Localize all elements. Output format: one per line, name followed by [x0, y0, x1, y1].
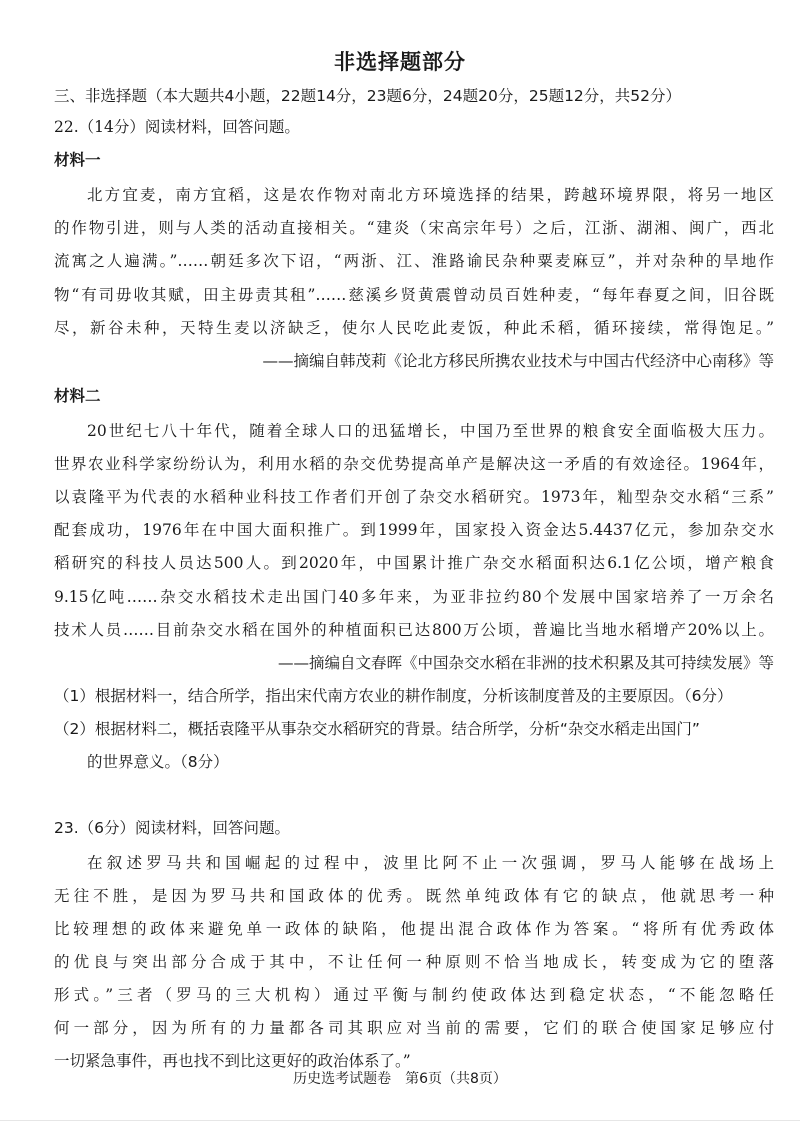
material-2-line: 9.15亿吨……杂交水稻技术走出国门40多年来，为亚非拉约80个发展中国家培养了一万余名 — [54, 588, 774, 606]
material-1-line: 尽，新谷未种，天特生麦以济缺乏，使尔人民吃此麦饭，种此禾稻，循环接续，常得饱足。” — [54, 319, 774, 337]
q23-line: 一切紧急事件，再也找不到比这更好的政治体系了。” — [54, 1052, 411, 1070]
material-2-line: 配套成功，1976年在中国大面积推广。到1999年，国家投入资金达5.4437亿元，参加杂交水 — [54, 521, 774, 539]
q22-subquestion-2-cont: 的世界意义。（8分） — [87, 753, 229, 771]
page-divider — [0, 1120, 800, 1121]
q22-subquestion-1: （1）根据材料一，结合所学，指出宋代南方农业的耕作制度，分析该制度普及的主要原因。（6分） — [54, 687, 733, 705]
q23-line: 在叙述罗马共和国崛起的过程中，波里比阿不止一次强调，罗马人能够在战场上 — [87, 854, 774, 872]
material-2-line: 以袁隆平为代表的水稻种业科技工作者们开创了杂交水稻研究。1973年，籼型杂交水稻“三系” — [54, 488, 774, 506]
material-2-line: 世界农业科学家纷纷认为，利用水稻的杂交优势提高单产是解决这一矛盾的有效途径。1964年， — [54, 455, 774, 473]
material-1-line: 北方宜麦，南方宜稻，这是农作物对南北方环境选择的结果，跨越环境界限，将另一地区 — [87, 186, 774, 204]
material-1-line: 的作物引进，则与人类的活动直接相关。“建炎（宋高宗年号）之后，江浙、湖湘、闽广，西北 — [54, 219, 774, 237]
q23-stem: 23.（6分）阅读材料，回答问题。 — [54, 819, 291, 837]
material-1-source: ——摘编自韩茂莉《论北方移民所携农业技术与中国古代经济中心南移》等 — [262, 352, 774, 370]
material-2-line: 技术人员……目前杂交水稻在国外的种植面积已达800万公顷，普遍比当地水稻增产20%以上。 — [54, 621, 774, 639]
section-title: 非选择题部分 — [334, 50, 466, 74]
q22-stem: 22.（14分）阅读材料，回答问题。 — [54, 118, 300, 136]
q23-line: 比较理想的政体来避免单一政体的缺陷，他提出混合政体作为答案。“将所有优秀政体 — [54, 920, 774, 938]
q22-subquestion-2: （2）根据材料二，概括袁隆平从事杂交水稻研究的背景。结合所学，分析“杂交水稻走出国门” — [54, 720, 700, 738]
page-footer: 历史选考试题卷 第6页（共8页） — [293, 1071, 507, 1087]
q23-line: 何一部分，因为所有的力量都各司其职应对当前的需要，它们的联合使国家足够应付 — [54, 1019, 774, 1037]
material-2-line: 稻研究的科技人员达500人。到2020年，中国累计推广杂交水稻面积达6.1亿公顷，增产粮食 — [54, 554, 774, 572]
section-header: 三、非选择题（本大题共4小题，22题14分，23题6分，24题20分，25题12分，共52分） — [54, 87, 682, 105]
material-1-line: 物“有司毋收其赋，田主毋责其租”……慈溪乡贤黄震曾动员百姓种麦，“每年春夏之间，旧谷既 — [54, 286, 774, 304]
q23-line: 形式。”三者（罗马的三大机构）通过平衡与制约使政体达到稳定状态，“不能忽略任 — [54, 986, 774, 1004]
material-1-line: 流寓之人遍满。”……朝廷多次下诏，“两浙、江、淮路谕民杂种粟麦麻豆”，并对杂种的旱地作 — [54, 252, 774, 270]
q23-line: 无往不胜，是因为罗马共和国政体的优秀。既然单纯政体有它的缺点，他就思考一种 — [54, 887, 774, 905]
material-1-label: 材料一 — [54, 151, 101, 169]
material-2-source: ——摘编自文春晖《中国杂交水稻在非洲的技术积累及其可持续发展》等 — [277, 654, 774, 672]
material-2-line: 20世纪七八十年代，随着全球人口的迅猛增长，中国乃至世界的粮食安全面临极大压力。 — [87, 422, 774, 440]
material-2-label: 材料二 — [54, 387, 101, 405]
q23-line: 的优良与突出部分合成于其中，不让任何一种原则不恰当地成长，转变成为它的堕落 — [54, 953, 774, 971]
